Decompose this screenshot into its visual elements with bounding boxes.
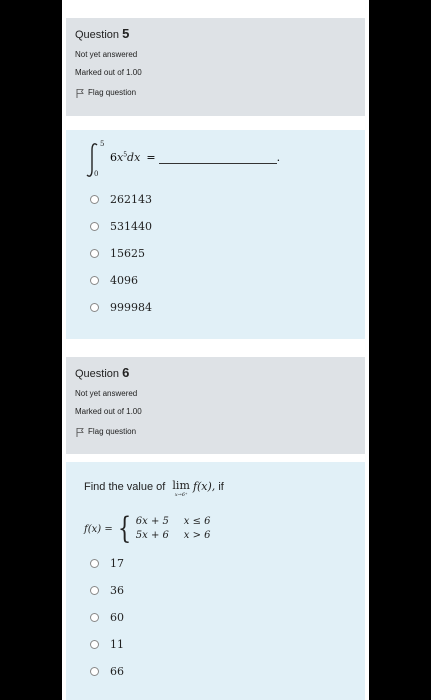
function-name: f(x), xyxy=(192,480,216,493)
marks-info: Marked out of 1.00 xyxy=(75,407,142,416)
radio-button[interactable] xyxy=(90,667,99,676)
radio-button[interactable] xyxy=(90,559,99,568)
question-number: 6 xyxy=(122,365,130,380)
case-condition: x ≤ 6 xyxy=(183,516,211,527)
integral-expression xyxy=(84,138,344,182)
case-expression: 6x + 5 xyxy=(135,516,169,527)
option-label: 17 xyxy=(110,557,124,570)
question-5-content xyxy=(66,130,365,339)
question-number: 5 xyxy=(122,26,130,41)
radio-button[interactable] xyxy=(90,276,99,285)
option-label: 531440 xyxy=(110,220,152,233)
flag-question-label: Flag question xyxy=(88,88,137,97)
radio-button[interactable] xyxy=(90,586,99,595)
flag-icon xyxy=(75,88,85,98)
flag-icon xyxy=(75,427,85,437)
radio-button[interactable] xyxy=(90,249,99,258)
option-label: 66 xyxy=(110,665,124,678)
piecewise-lhs: f(x) = xyxy=(84,523,113,535)
quiz-page xyxy=(62,0,369,700)
marks-info: Marked out of 1.00 xyxy=(75,68,142,77)
case-condition: x > 6 xyxy=(183,530,211,541)
integral-lower-bound: 0 xyxy=(94,170,99,178)
limit-subscript: x→6⁺ xyxy=(174,492,188,498)
q6-option-5[interactable] xyxy=(90,665,124,678)
radio-button[interactable] xyxy=(90,640,99,649)
question-6-prompt xyxy=(84,480,224,498)
piecewise-case-1 xyxy=(136,515,211,529)
radio-button[interactable] xyxy=(90,613,99,622)
radio-button[interactable] xyxy=(90,195,99,204)
option-label: 4096 xyxy=(110,274,138,287)
option-label: 15625 xyxy=(110,247,145,260)
radio-button[interactable] xyxy=(90,303,99,312)
radio-button[interactable] xyxy=(90,222,99,231)
answer-status: Not yet answered xyxy=(75,389,138,398)
q6-option-4[interactable] xyxy=(90,638,124,651)
question-6-info xyxy=(66,357,365,454)
q6-option-1[interactable] xyxy=(90,557,124,570)
exponent: 5 xyxy=(123,151,128,159)
variable: x xyxy=(117,151,124,164)
limit-expression xyxy=(172,480,189,498)
integrand: $6x^5dx$ = . xyxy=(110,151,281,164)
answer-status: Not yet answered xyxy=(75,50,138,59)
equals-sign: = xyxy=(146,151,156,164)
q5-option-1[interactable] xyxy=(90,193,152,206)
question-5-info xyxy=(66,18,365,116)
q5-option-5[interactable] xyxy=(90,301,152,314)
option-label: 262143 xyxy=(110,193,152,206)
question-label: Question xyxy=(75,368,120,380)
question-6-title xyxy=(75,366,365,381)
integral-upper-bound: 5 xyxy=(100,140,105,148)
left-brace: { xyxy=(117,511,131,546)
option-label: 60 xyxy=(110,611,124,624)
limit-operator: lim xyxy=(172,479,190,492)
piecewise-cases xyxy=(136,515,211,543)
q6-option-2[interactable] xyxy=(90,584,124,597)
flag-question-link[interactable] xyxy=(75,88,365,98)
question-5-title xyxy=(75,27,365,42)
q5-option-2[interactable] xyxy=(90,220,152,233)
flag-question-label: Flag question xyxy=(88,427,137,436)
coefficient: 6 xyxy=(110,151,117,164)
differential: dx xyxy=(127,151,141,164)
q5-option-3[interactable] xyxy=(90,247,145,260)
piecewise-case-2 xyxy=(136,529,211,543)
option-label: 11 xyxy=(110,638,124,651)
prompt-suffix: if xyxy=(218,481,224,493)
option-label: 36 xyxy=(110,584,124,597)
piecewise-function xyxy=(84,511,211,546)
prompt-text: Find the value of xyxy=(84,481,166,493)
case-expression: 5x + 6 xyxy=(135,530,169,541)
option-label: 999984 xyxy=(110,301,152,314)
question-6-content xyxy=(66,462,365,700)
question-label: Question xyxy=(75,29,120,41)
q6-option-3[interactable] xyxy=(90,611,124,624)
flag-question-link[interactable] xyxy=(75,427,365,437)
q5-option-4[interactable] xyxy=(90,274,138,287)
answer-blank xyxy=(159,153,277,164)
